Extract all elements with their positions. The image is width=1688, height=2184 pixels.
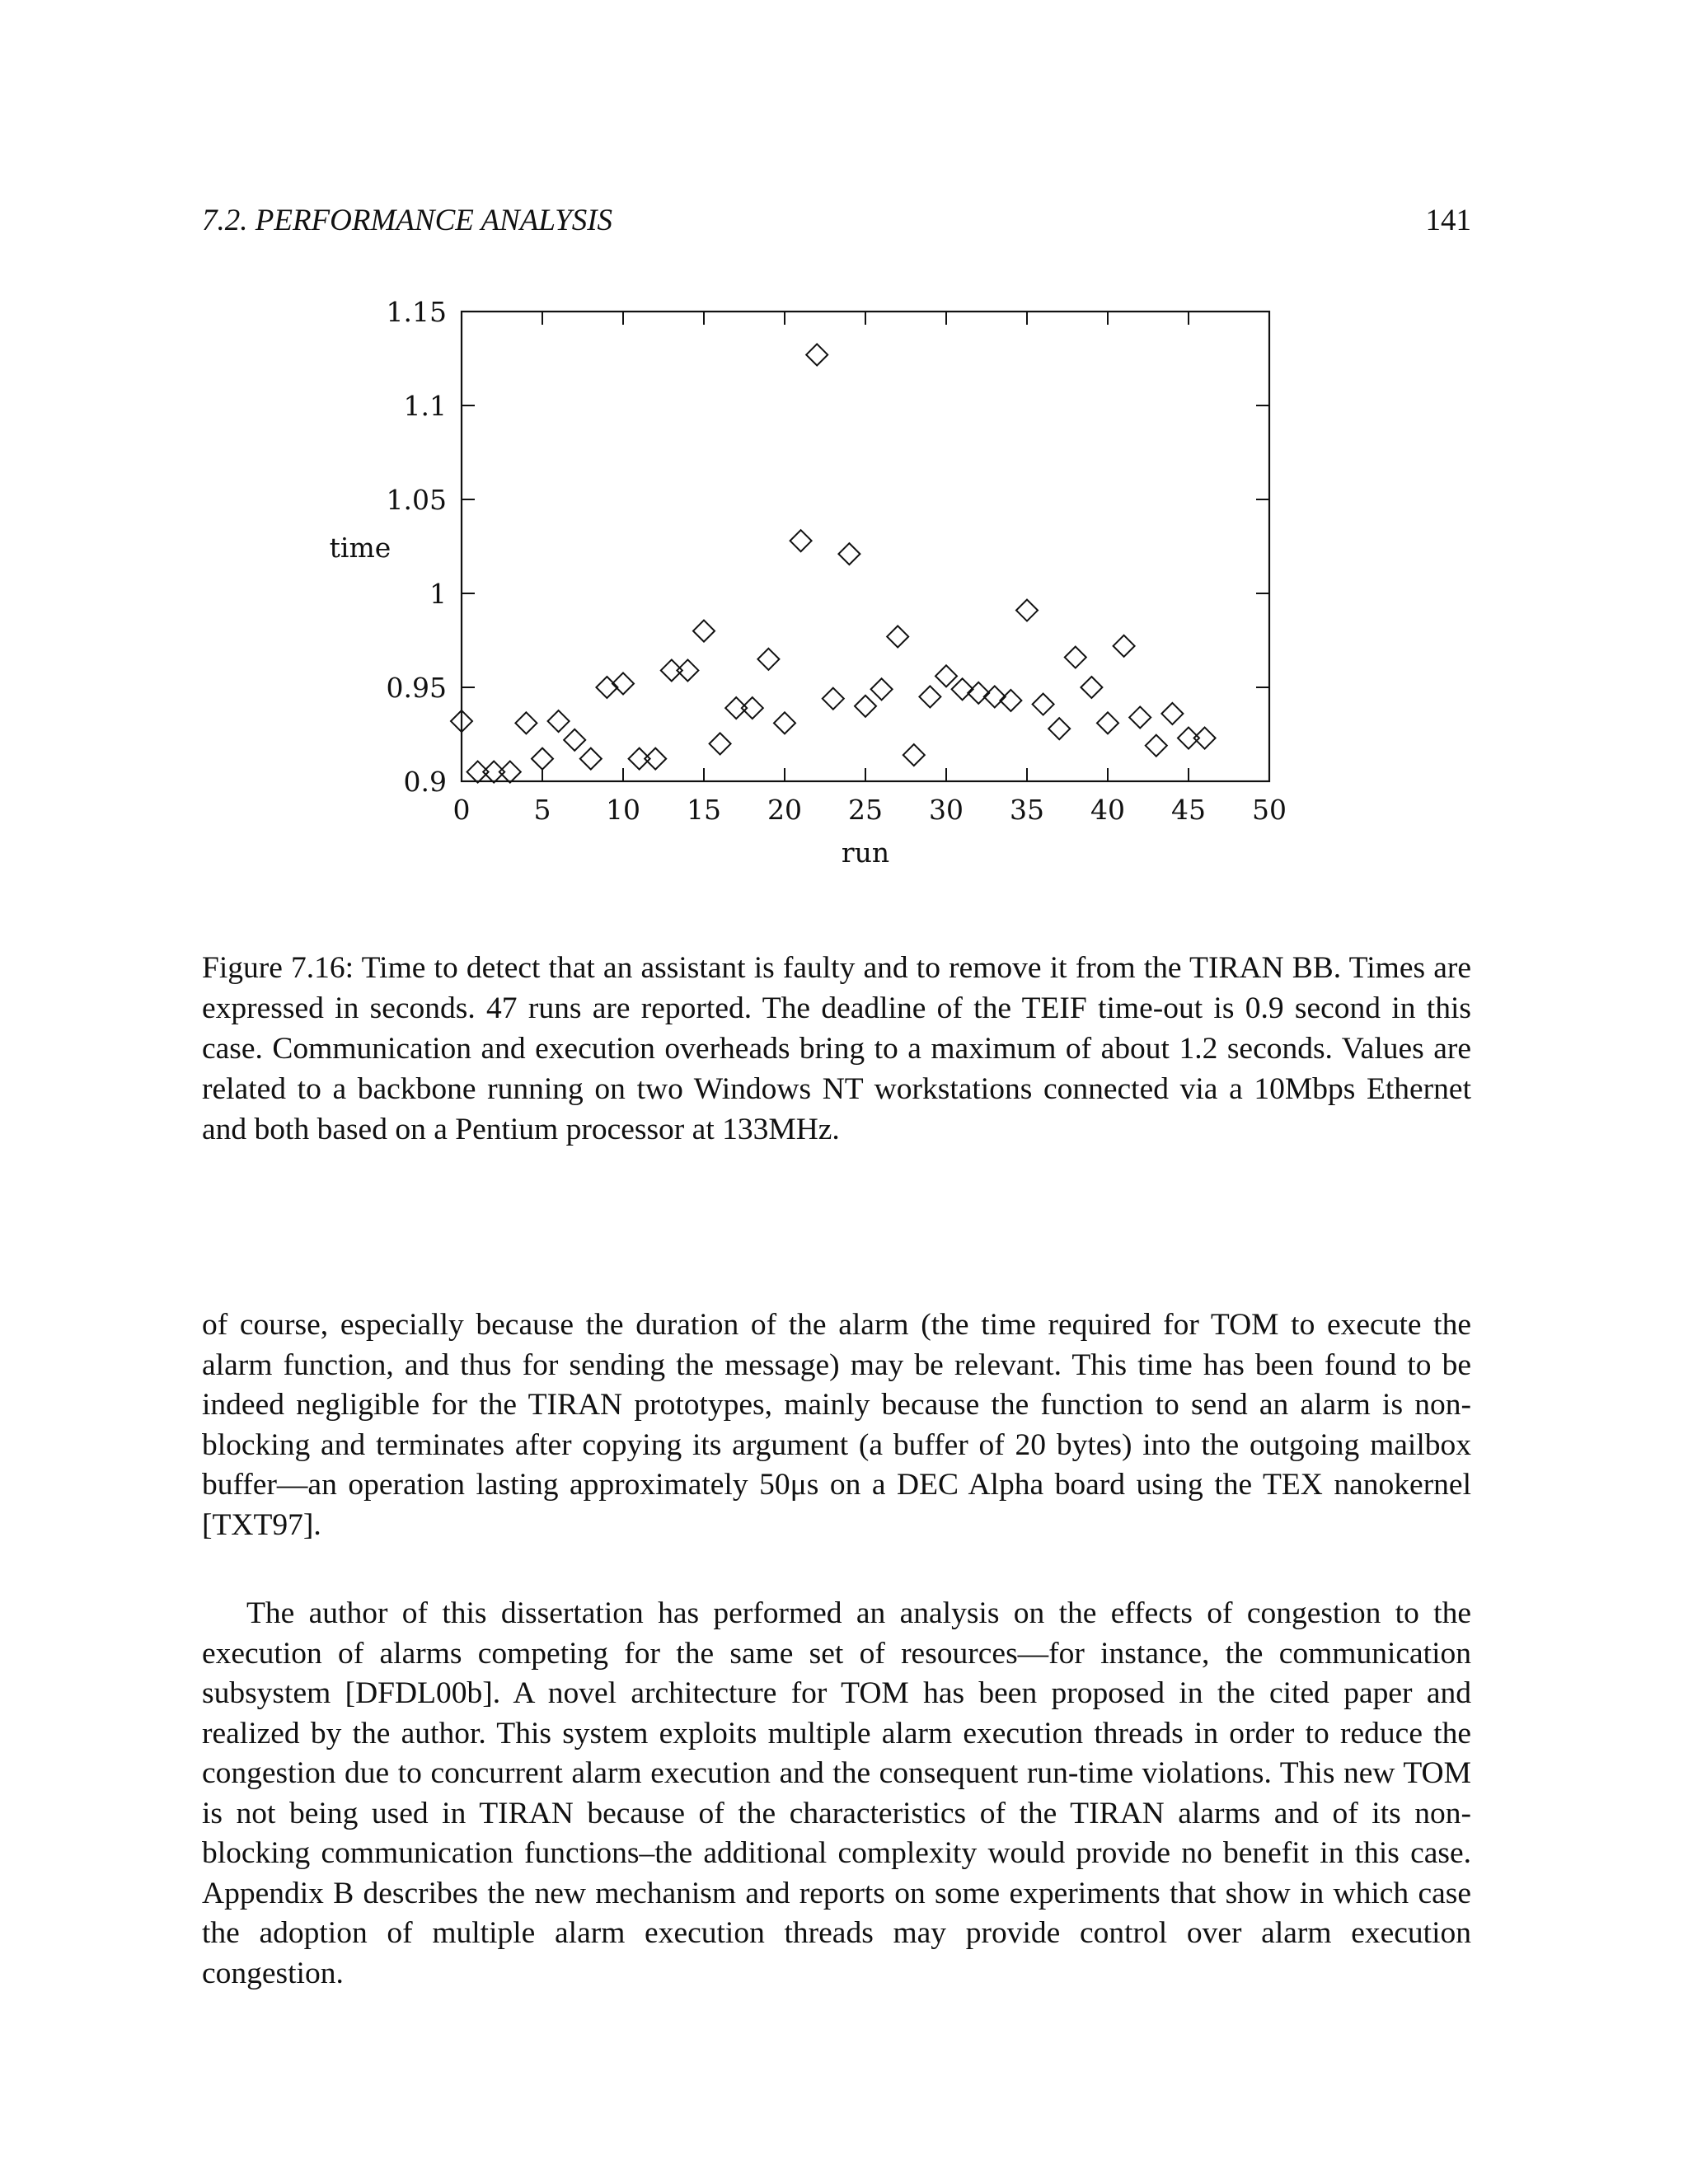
data-point [984,686,1006,707]
x-axis-label: run [841,837,890,869]
data-point [548,710,570,732]
data-point [1194,728,1216,749]
data-point [532,748,553,770]
y-tick-label: 1 [429,578,447,610]
x-tick-label: 15 [687,794,721,826]
data-point [806,344,828,365]
x-tick-label: 30 [929,794,964,826]
data-point [871,678,893,700]
data-point [1178,728,1199,749]
data-point [1081,677,1102,698]
data-point [952,678,973,700]
data-point [823,688,844,710]
data-point [1065,647,1086,668]
data-point [1097,712,1118,733]
data-point [1033,694,1054,715]
x-tick-label: 35 [1010,794,1044,826]
data-point [580,748,602,770]
plot-frame [462,312,1269,781]
data-point [645,748,666,770]
data-point [919,686,940,707]
x-tick-label: 0 [452,794,471,826]
y-tick-label: 0.9 [403,766,447,798]
y-tick-label: 0.95 [386,672,447,704]
data-point [903,744,925,766]
x-tick-label: 20 [767,794,802,826]
data-point [693,621,715,642]
body-paragraph-2: The author of this dissertation has performed an analysis on the effects of congestion to the execution of alarms competing for the same set of resources—for instance, the communication subsystem [DFDL00b]. A novel architecture for TOM has been proposed in the cited paper and realized by the author. This system exploits multiple alarm execution threads in order to reduce the congestion due to concurrent alarm execution and the consequent run-time violations. This new TOM is not being used in TIRAN because of the characteristics of the TIRAN alarms and of its non-blocking communication functions–the additional complexity would provide no benefit in this case. Appendix B describes the new mechanism and reports on some experiments that show in which case the adoption of multiple alarm execution threads may provide control over alarm execution congestion. [202,1596,1471,1990]
scatter-chart [0,0,1688,907]
y-tick-label: 1.05 [386,484,447,516]
data-point [710,733,731,754]
data-point [629,748,650,770]
data-point [855,696,876,717]
y-tick-label: 1.1 [403,390,447,422]
data-point [564,729,585,751]
data-point [1146,735,1167,757]
x-tick-label: 25 [848,794,883,826]
y-axis-label: time [329,532,392,564]
data-point [838,543,860,565]
data-point [742,697,763,719]
x-tick-label: 50 [1252,794,1287,826]
data-point [515,712,537,733]
data-point [757,649,779,670]
figure-caption: Figure 7.16: Time to detect that an assistant is faulty and to remove it from the TIRAN BB. Times are expressed in seconds. 47 runs are reported. The deadline of the TEIF time-out is 0.9 second in this case. Communication and execution overheads bring to a maximum of about 1.2 seconds. Values are related to a backbone running on two Windows NT workstations connected via a 10Mbps Ethernet and both based on a Pentium processor at 133MHz. [202,951,1471,1146]
data-points [451,344,1216,782]
data-point [1114,635,1135,657]
data-point [1000,690,1021,711]
page-number: 141 [1425,204,1471,237]
x-tick-label: 10 [606,794,640,826]
data-point [483,762,504,783]
data-point [1129,706,1151,728]
x-tick-label: 40 [1090,794,1125,826]
data-point [725,697,747,719]
data-point [1048,718,1070,739]
data-point [661,659,682,681]
tick-labels [387,296,1287,826]
body-paragraph-1: of course, especially because the duration of the alarm (the time required for TOM to execute the alarm function, and thus for sending the message) may be relevant. This time has been found to be indeed negligible for the TIRAN prototypes, mainly because the function to send an alarm is non-blocking and terminates after copying its argument (a buffer of 20 bytes) into the outgoing mailbox buffer—an operation lasting approximately 50μs on a DEC Alpha board using the TEX nanokernel [TXT97]. [202,1308,1471,1542]
data-point [677,659,698,681]
data-point [612,673,634,694]
axis-ticks [462,312,1269,781]
data-point [596,677,617,698]
y-tick-label: 1.15 [386,296,447,328]
section-title: 7.2. PERFORMANCE ANALYSIS [202,204,613,237]
data-point [968,682,989,704]
data-point [467,762,489,783]
data-point [1161,703,1183,724]
x-tick-label: 45 [1171,794,1206,826]
x-tick-label: 5 [533,794,551,826]
data-point [790,530,812,551]
data-point [499,762,521,783]
data-point [774,712,795,733]
data-point [887,626,908,647]
data-point [935,665,957,687]
data-point [1016,600,1038,621]
